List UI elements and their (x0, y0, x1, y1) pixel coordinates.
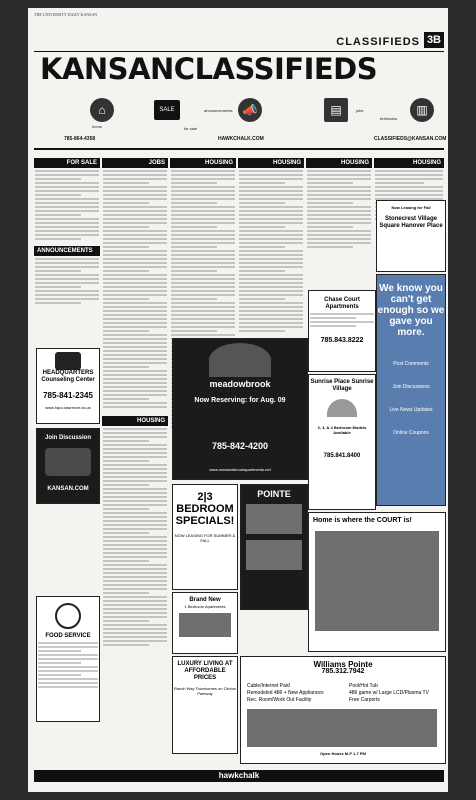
court-photo (315, 531, 439, 631)
promo-headline: We know you can't get enough so we gave you more. (377, 283, 445, 338)
headquarters-web: www.hqcc.lawrence.ks.us (45, 405, 91, 410)
home-icon: ⌂ (90, 98, 114, 122)
jobs-icon: ▤ (324, 98, 348, 122)
column-header: HOUSING (374, 158, 444, 168)
contact-rule (34, 148, 444, 150)
textbooks-icon: ▥ (410, 98, 434, 122)
contact-phone: 785-864-4358 (64, 136, 96, 142)
for-sale-label: for sale (184, 126, 198, 131)
column-header: ANNOUNCEMENTS (34, 246, 100, 256)
contact-email[interactable]: CLASSIFIEDS@KANSAN.COM (374, 136, 447, 142)
contact-site[interactable]: HAWKCHALK.COM (218, 136, 264, 142)
for-sale-icon: SALE (154, 100, 180, 120)
sun-icon (327, 399, 357, 417)
amenity: Remodeled 486 + New Appliances (247, 690, 324, 696)
column-2 (102, 158, 168, 742)
apartment-photo (179, 613, 231, 637)
amenity: 486 game w/ Large LCD/Plasma TV (349, 690, 429, 696)
page-number: 3B (424, 32, 444, 48)
listing-text (34, 170, 100, 240)
jobs-label: jobs (356, 108, 364, 113)
luxury-ad (172, 656, 238, 754)
meadowbrook-phone: 785-842-4200 (211, 441, 269, 451)
home-label: home (92, 124, 103, 129)
chase-court-phone: 785.843.8222 (320, 337, 364, 344)
pointe-photo-2 (246, 540, 302, 570)
food-service-ad (36, 596, 100, 722)
discussion-ad (36, 428, 100, 504)
footer-logo[interactable]: hawkchalk (34, 770, 444, 782)
amenities-right (349, 683, 429, 704)
brand-new-ad (172, 592, 238, 654)
meadowbrook-web[interactable]: www.meadowbrookapartments.net (209, 467, 271, 472)
sunrise-phone: 785.841.8400 (323, 453, 361, 459)
speech-bubble-icon (45, 448, 91, 476)
williams-name: Williams Pointe (313, 660, 373, 669)
headquarters-logo (55, 352, 81, 370)
amenity: Pool/Hot Tub (349, 683, 378, 689)
textbooks-label: textbooks (380, 116, 398, 121)
food-service-title: FOOD SERVICE (45, 633, 91, 639)
luxury-title: LUXURY LIVING AT AFFORDABLE PRICES (177, 661, 233, 681)
open-house: Open House M-F 1-7 PM (320, 751, 366, 756)
masthead-paper-name: THE UNIVERSITY DAILY KANSAN (34, 12, 98, 17)
discussion-title: Join Discussion (44, 435, 91, 441)
column-header: FOR SALE (34, 158, 100, 168)
specials-ad (172, 484, 238, 590)
column-header: HOUSING (238, 158, 304, 168)
food-icon (55, 603, 81, 629)
stonecrest-leasing: Now Leasing for Fall (391, 205, 431, 210)
listing-text (238, 170, 304, 332)
brand-new-title: Brand New (189, 597, 221, 603)
amenities-left (247, 683, 324, 704)
sunrise-ad (308, 374, 376, 510)
court-headline: Home is where the COURT is! (313, 517, 412, 524)
promo-discussions[interactable]: Join Discussions (392, 384, 430, 390)
promo-coupons[interactable]: Online Coupons (393, 430, 429, 436)
listing-text (306, 170, 372, 248)
column-header: JOBS (102, 158, 168, 168)
listing-text (102, 170, 168, 408)
section-title: CLASSIFIEDS (336, 36, 420, 48)
meadowbrook-name: meadowbrook (209, 379, 271, 389)
pointe-name: POINTE (257, 489, 291, 499)
column-header: HOUSING (306, 158, 372, 168)
stonecrest-name: Stonecrest Village Square Hanover Place (379, 216, 443, 229)
ranchway-name: Ranch Way Townhomes on Clinton Parkway (173, 686, 237, 696)
newspaper-page (28, 8, 448, 792)
williams-photo (247, 709, 437, 747)
pointe-ad (240, 484, 308, 610)
kansan-promo-ad (376, 274, 446, 506)
headquarters-ad (36, 348, 100, 424)
brand-new-sub: 1 Bedroom Apartments (184, 604, 226, 609)
meadowbrook-logo (209, 343, 271, 377)
meadowbrook-reserving: Now Reserving: for Aug. 09 (194, 397, 286, 404)
amenity: Rec. Room/Work Out Facility (247, 697, 312, 703)
page-title: KANSANCLASSIFIEDS (40, 52, 378, 86)
chase-court-ad (308, 290, 376, 372)
announcements-icon: 📣 (238, 98, 262, 122)
specials-title: 2|3 BEDROOM SPECIALS! (175, 491, 235, 527)
column-header: HOUSING (170, 158, 236, 168)
listing-text (34, 258, 100, 304)
stonecrest-ad (376, 200, 446, 272)
chase-court-name: Chase Court Apartments (324, 297, 360, 310)
promo-post-comments[interactable]: Post Comments (393, 361, 429, 367)
court-ad (308, 512, 446, 652)
sunrise-name: Sunrise Place Sunrise Village (310, 379, 374, 392)
specials-sub: NOW LEASING FOR SUMMER & FALL (174, 533, 236, 543)
sunrise-models: 2, 3, & 4 Bedroom Models Available (317, 425, 367, 435)
headquarters-phone: 785-841-2345 (43, 391, 93, 400)
announcements-label: announcements (204, 108, 233, 113)
pointe-photo (246, 504, 302, 534)
headquarters-name: HEADQUARTERS Counseling Center (41, 370, 95, 383)
promo-news-updates[interactable]: Live News Updates (389, 407, 433, 413)
williams-pointe-ad (240, 656, 446, 764)
listing-text (102, 428, 168, 646)
meadowbrook-ad (172, 338, 308, 480)
kansan-logo[interactable]: KANSAN.COM (47, 486, 89, 492)
williams-phone: 785.312.7942 (321, 668, 365, 675)
amenity: Cable/Internet Paid (247, 683, 290, 689)
amenity: Free Carports (349, 697, 380, 703)
column-header: HOUSING (102, 416, 168, 426)
